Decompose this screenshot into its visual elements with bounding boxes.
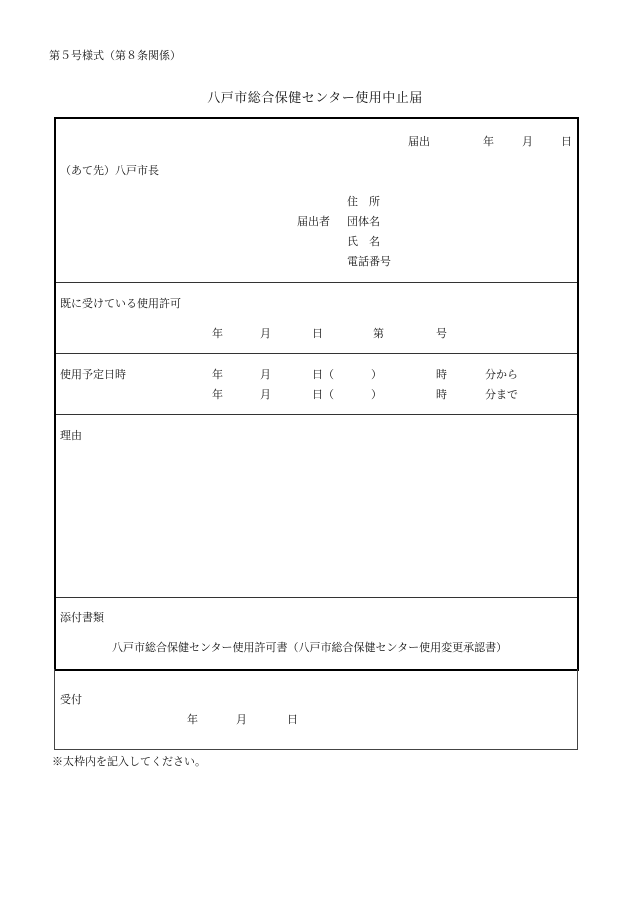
schedule-end-year: 年 (212, 388, 223, 401)
existing-permit-label: 既に受けている使用許可 (60, 297, 181, 310)
schedule-start-hour: 時 (436, 368, 447, 381)
schedule-start-minute: 分から (485, 368, 518, 381)
permit-month: 月 (260, 327, 271, 340)
receipt-label: 受付 (60, 693, 82, 706)
receipt-day: 日 (287, 713, 298, 726)
schedule-end-month: 月 (260, 388, 271, 401)
reason-label: 理由 (60, 429, 82, 442)
addressee: （あて先）八戸市長 (60, 164, 159, 177)
applicant-label: 届出者 (297, 215, 330, 228)
applicant-name-label: 氏 名 (347, 235, 380, 248)
receipt-box (54, 669, 578, 750)
filing-month: 月 (522, 135, 533, 148)
schedule-start-day: 日（ (312, 368, 334, 381)
section-divider (56, 597, 577, 598)
schedule-end-day: 日（ (312, 388, 334, 401)
schedule-end-hour: 時 (436, 388, 447, 401)
permit-day: 日 (312, 327, 323, 340)
applicant-group-label: 団体名 (347, 215, 380, 228)
schedule-start-close: ） (371, 368, 382, 381)
receipt-month: 月 (236, 713, 247, 726)
form-number: 第５号様式（第８条関係） (49, 49, 181, 62)
permit-go: 号 (436, 327, 447, 340)
filing-label: 届出 (408, 135, 430, 148)
attachments-text: 八戸市総合保健センター使用許可書（八戸市総合保健センター使用変更承認書） (112, 641, 508, 654)
permit-dai: 第 (373, 327, 384, 340)
schedule-end-close: ） (371, 388, 382, 401)
section-divider (56, 353, 577, 354)
applicant-address-label: 住 所 (347, 195, 380, 208)
footnote: ※太枠内を記入してください。 (52, 755, 206, 768)
section-divider (56, 414, 577, 415)
receipt-year: 年 (187, 713, 198, 726)
filing-year: 年 (483, 135, 494, 148)
page-title: 八戸市総合保健センター使用中止届 (207, 91, 423, 106)
attachments-label: 添付書類 (60, 611, 104, 624)
applicant-phone-label: 電話番号 (347, 255, 391, 268)
schedule-start-year: 年 (212, 368, 223, 381)
schedule-label: 使用予定日時 (60, 368, 126, 381)
permit-year: 年 (212, 327, 223, 340)
filing-day: 日 (561, 135, 572, 148)
schedule-end-minute: 分まで (485, 388, 518, 401)
section-divider (56, 282, 577, 283)
schedule-start-month: 月 (260, 368, 271, 381)
